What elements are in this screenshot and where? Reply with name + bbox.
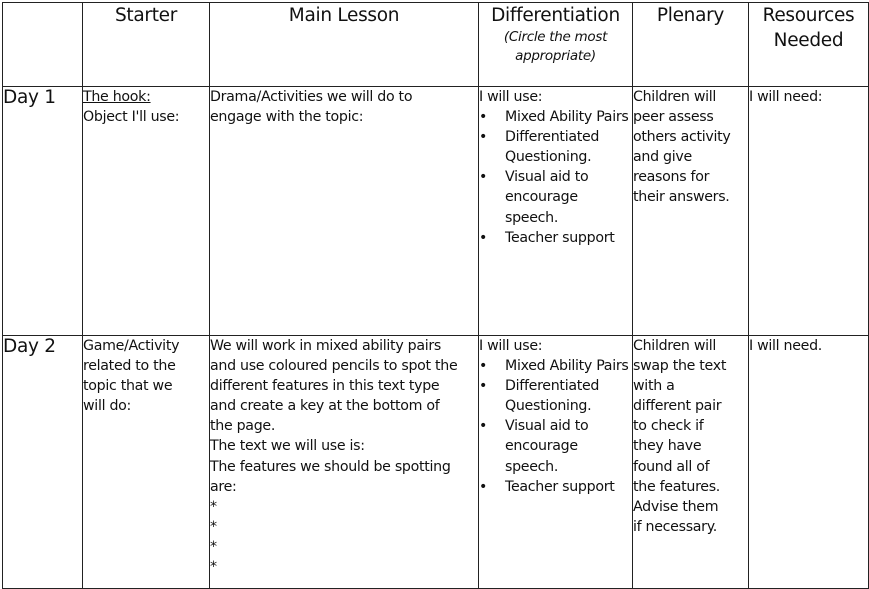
day-1-resources: I will need: — [749, 87, 869, 336]
diff-option-teacher-support[interactable]: • Teacher support — [479, 228, 632, 248]
header-resources-line-1: Resources — [762, 5, 855, 26]
day-2-main-line: We will work in mixed ability pairs — [210, 338, 441, 354]
day-1-plenary — [633, 87, 749, 336]
day-2-row — [3, 336, 869, 589]
feature-bullet: * — [210, 538, 217, 555]
day-2-plenary-line: Advise them — [633, 498, 719, 515]
day-1-row — [3, 87, 869, 336]
day-2-plenary-line: found all of — [633, 458, 710, 475]
day-2-plenary — [633, 336, 749, 589]
header-differentiation-note-2: appropriate) — [515, 48, 596, 64]
day-2-main-line: are: — [210, 478, 237, 495]
day-2-plenary-line: Children will — [633, 338, 717, 354]
diff-option-teacher-support[interactable]: • Teacher support — [479, 477, 632, 497]
day-2-feature-list — [210, 497, 478, 577]
header-differentiation — [479, 3, 633, 87]
diff-option-questioning[interactable]: • Differentiated Questioning. — [479, 127, 632, 167]
diff-option-mixed-ability[interactable]: • Mixed Ability Pairs — [479, 356, 632, 376]
day-2-main-lesson — [210, 336, 479, 589]
day-1-main-line: engage with the topic: — [210, 109, 364, 126]
day-1-object-label: Object I'll use: — [83, 109, 180, 126]
day-1-plenary-line: peer assess — [633, 109, 714, 126]
day-2-plenary-line: to check if — [633, 418, 704, 435]
day-2-plenary-line: swap the text — [633, 358, 727, 375]
day-2-starter-line: related to the — [83, 358, 176, 375]
day-1-differentiation — [479, 87, 633, 336]
feature-bullet: * — [210, 558, 217, 575]
day-1-plenary-line: Children will — [633, 89, 717, 105]
day-1-starter — [83, 87, 210, 336]
header-plenary: Plenary — [633, 3, 749, 87]
day-1-plenary-line: their answers. — [633, 189, 730, 206]
header-differentiation-note-1: (Circle the most — [503, 29, 608, 45]
day-1-plenary-line: reasons for — [633, 169, 710, 186]
day-2-main-line: different features in this text type — [210, 378, 440, 395]
day-2-starter-line: topic that we — [83, 378, 173, 395]
header-resources-line-2: Needed — [773, 30, 844, 51]
diff-option-questioning[interactable]: • Differentiated Questioning. — [479, 376, 632, 416]
diff-option-visual-aid[interactable]: • Visual aid to encourage speech. — [479, 416, 632, 476]
day-2-starter-line: Game/Activity — [83, 338, 180, 354]
header-row — [3, 3, 869, 87]
header-starter: Starter — [83, 3, 210, 87]
day-2-starter-line: will do: — [83, 398, 132, 415]
day-2-starter — [83, 336, 210, 589]
day-2-plenary-line: with a — [633, 378, 675, 395]
day-1-diff-options — [479, 107, 632, 248]
day-2-resources: I will need. — [749, 336, 869, 589]
header-differentiation-title: Differentiation — [491, 5, 620, 26]
day-1-diff-intro: I will use: — [479, 89, 543, 105]
day-2-main-line: the page. — [210, 418, 276, 435]
day-2-label: Day 2 — [3, 336, 83, 589]
day-1-plenary-line: and give — [633, 149, 692, 166]
day-2-diff-intro: I will use: — [479, 338, 543, 354]
lesson-plan-table — [2, 2, 869, 589]
diff-option-visual-aid[interactable]: • Visual aid to encourage speech. — [479, 167, 632, 227]
diff-option-mixed-ability[interactable]: • Mixed Ability Pairs — [479, 107, 632, 127]
day-2-plenary-line: they have — [633, 438, 702, 455]
day-1-label: Day 1 — [3, 87, 83, 336]
day-1-main-line: Drama/Activities we will do to — [210, 89, 413, 105]
feature-bullet: * — [210, 498, 217, 515]
day-2-main-line: The features we should be spotting — [210, 458, 451, 475]
corner-cell — [3, 3, 83, 87]
day-2-main-line: and use coloured pencils to spot the — [210, 358, 458, 375]
day-2-main-line: The text we will use is: — [210, 438, 365, 455]
header-resources — [749, 3, 869, 87]
feature-bullet: * — [210, 518, 217, 535]
day-2-plenary-line: if necessary. — [633, 518, 717, 535]
day-2-plenary-line: different pair — [633, 398, 722, 415]
day-1-hook-label: The hook: — [83, 89, 151, 105]
day-1-main-lesson — [210, 87, 479, 336]
day-1-plenary-line: others activity — [633, 129, 731, 146]
day-2-diff-options — [479, 356, 632, 497]
header-main-lesson: Main Lesson — [210, 3, 479, 87]
day-2-plenary-line: the features. — [633, 478, 721, 495]
day-2-main-line: and create a key at the bottom of — [210, 398, 440, 415]
day-2-differentiation — [479, 336, 633, 589]
